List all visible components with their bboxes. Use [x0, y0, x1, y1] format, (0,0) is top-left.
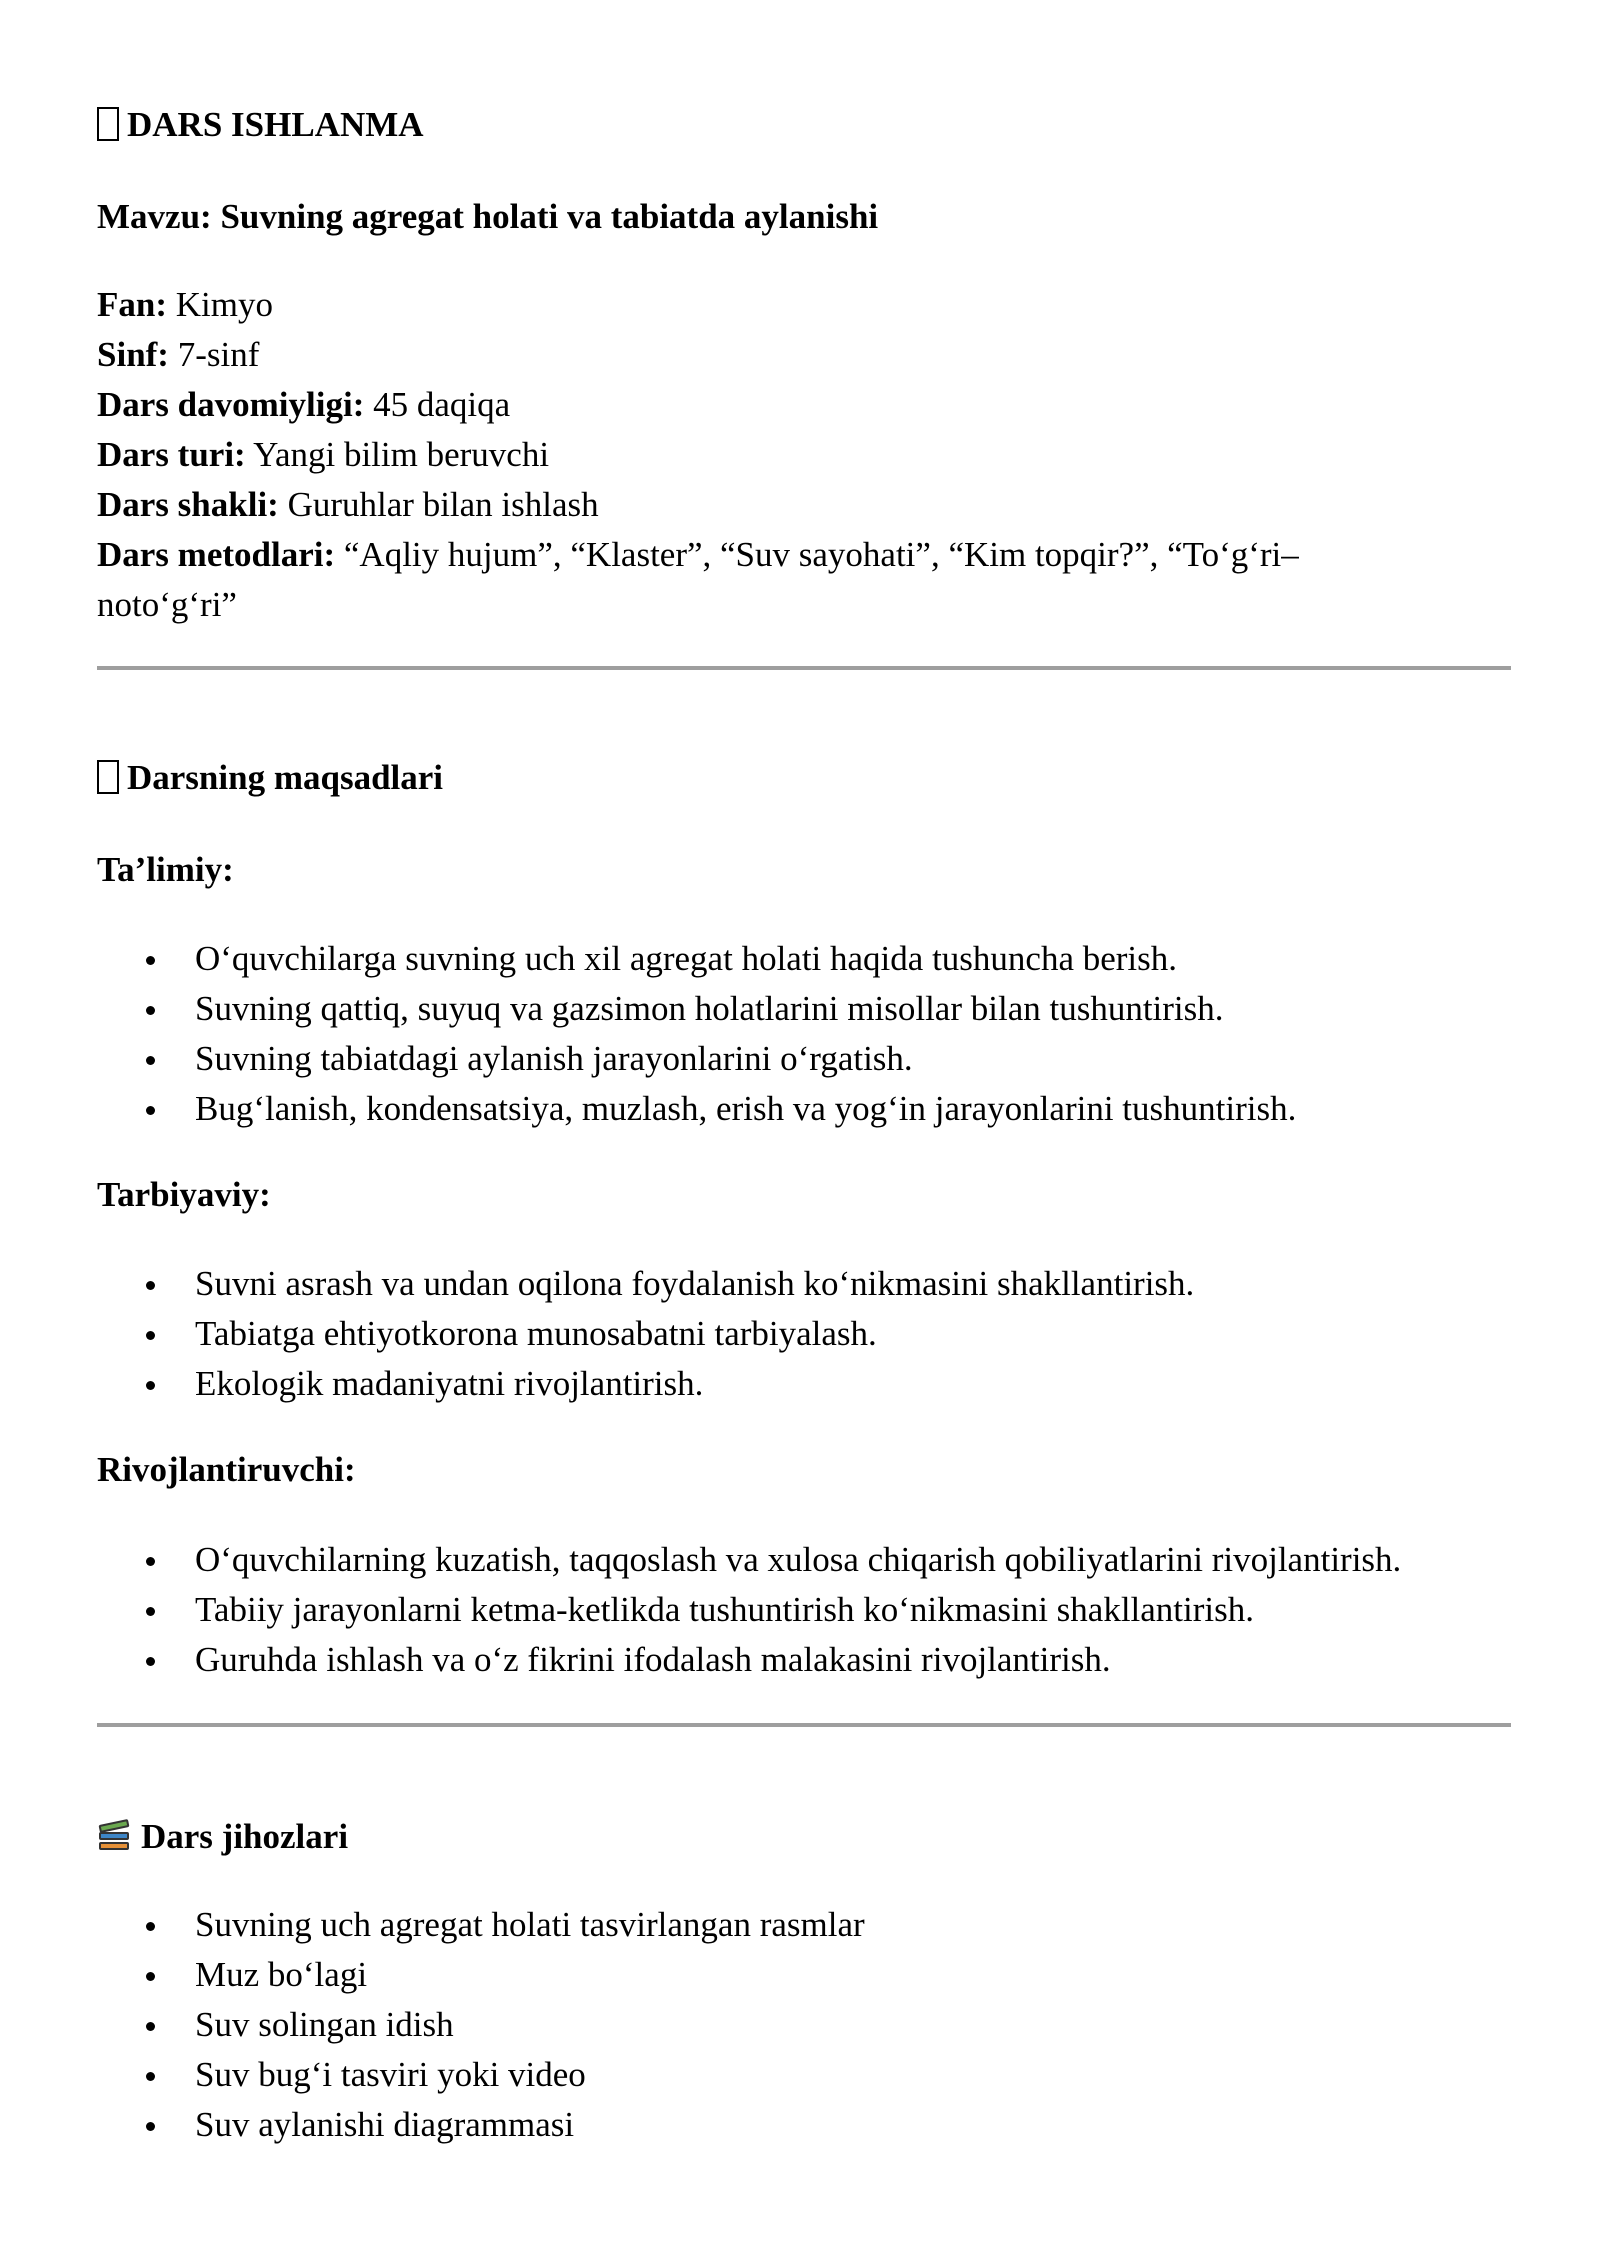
topic-value: Suvning agregat holati va tabiatda aylanishi [220, 197, 879, 236]
doc-title-line [97, 100, 1540, 150]
list-item: Tabiiy jarayonlarni ketma-ketlikda tushuntirish ko‘nikmasini shakllantirish. [97, 1585, 1540, 1635]
info-grade: Sinf: 7-sinf [97, 335, 260, 374]
info-form: Dars shakli: Guruhlar bilan ishlash [97, 485, 599, 524]
tarbiyaviy-list [97, 1259, 1540, 1409]
equipment-heading: Dars jihozlari [141, 1817, 349, 1856]
list-item: Ekologik madaniyatni rivojlantirish. [97, 1359, 1540, 1409]
list-item: Suvning tabiatdagi aylanish jarayonlarini o‘rgatish. [97, 1034, 1540, 1084]
list-item: Suvning uch agregat holati tasvirlangan rasmlar [97, 1900, 1540, 1950]
list-item: Suv aylanishi diagrammasi [97, 2100, 1540, 2150]
goals-heading-line [97, 753, 1540, 803]
lesson-info [97, 280, 1540, 630]
list-item: O‘quvchilarga suvning uch xil agregat holati haqida tushuncha berish. [97, 934, 1540, 984]
topic-line [97, 192, 1540, 242]
info-methods-cont: noto‘g‘ri” [97, 585, 237, 624]
topic-label: Mavzu: [97, 197, 212, 236]
tarbiyaviy-heading: Tarbiyaviy: [97, 1175, 271, 1214]
info-subject: Fan: Kimyo [97, 285, 273, 324]
rivojlantiruvchi-list [97, 1535, 1540, 1685]
missing-glyph-icon [97, 760, 119, 794]
talimiy-heading: Ta’limiy: [97, 850, 234, 889]
books-icon [97, 1820, 133, 1852]
list-item: Suvni asrash va undan oqilona foydalanish ko‘nikmasini shakllantirish. [97, 1259, 1540, 1309]
list-item: Suv bug‘i tasviri yoki video [97, 2050, 1540, 2100]
info-methods: Dars metodlari: “Aqliy hujum”, “Klaster”, “Suv sayohati”, “Kim topqir?”, “To‘g‘ri– [97, 535, 1299, 574]
list-item: Bug‘lanish, kondensatsiya, muzlash, erish va yog‘in jarayonlarini tushuntirish. [97, 1084, 1540, 1134]
doc-title: DARS ISHLANMA [127, 105, 424, 144]
goals-heading: Darsning maqsadlari [127, 758, 444, 797]
list-item: Suv solingan idish [97, 2000, 1540, 2050]
info-duration: Dars davomiyligi: 45 daqiqa [97, 385, 511, 424]
list-item: Suvning qattiq, suyuq va gazsimon holatlarini misollar bilan tushuntirish. [97, 984, 1540, 1034]
equipment-list [97, 1900, 1540, 2150]
divider [97, 666, 1511, 670]
missing-glyph-icon [97, 107, 119, 141]
talimiy-list [97, 934, 1540, 1134]
list-item: Guruhda ishlash va o‘z fikrini ifodalash malakasini rivojlantirish. [97, 1635, 1540, 1685]
list-item: Muz bo‘lagi [97, 1950, 1540, 2000]
rivojlantiruvchi-heading: Rivojlantiruvchi: [97, 1450, 356, 1489]
list-item: Tabiatga ehtiyotkorona munosabatni tarbiyalash. [97, 1309, 1540, 1359]
equipment-heading-line [97, 1812, 1540, 1862]
divider [97, 1723, 1511, 1727]
info-type: Dars turi: Yangi bilim beruvchi [97, 435, 550, 474]
list-item: O‘quvchilarning kuzatish, taqqoslash va xulosa chiqarish qobiliyatlarini rivojlantirish. [97, 1535, 1540, 1585]
